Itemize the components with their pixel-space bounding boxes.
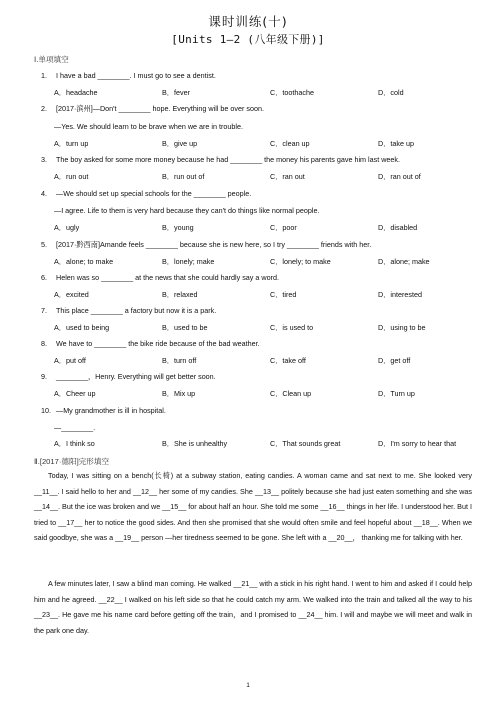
page-title: 课时训练(十) [208, 14, 288, 29]
option-d[interactable]: D．using to be [378, 323, 426, 332]
option-b[interactable]: B．Mix up [162, 389, 196, 398]
question-text: This place ________ a factory but now it is a park. [56, 306, 217, 315]
question-8 [41, 339, 260, 348]
option-c[interactable]: C．Clean up [270, 389, 312, 398]
option-a[interactable]: A．excited [54, 290, 89, 299]
option-c[interactable]: C．is used to [270, 323, 314, 332]
option-b[interactable]: B．turn off [162, 356, 197, 365]
question-7 [41, 306, 216, 315]
question-number: 3. [41, 155, 47, 164]
option-d[interactable]: D．ran out of [378, 172, 421, 181]
section2-heading: Ⅱ.[2017·德阳]完形填空 [34, 457, 110, 466]
cloze-paragraph-1-text: Today, I was sitting on a bench(长椅) at a subway station, eating candies. A woman came and sat next to me. She looked very __11__. I said hello to her and __12__ her some of my candies. She __13__ politely because she had just eaten something and she was __14__. But the ice was broken and we __15__ for about half an hour. She told me some __16__ things in her life. I understood her. But I tried to __17__ her to notice the good sides. And then she promised that she would often smile and feel hopeful about __18__. When we said goodbye, she was a __19__ person —her tiredness seemed to be gone. She left with a __20__， thanking me for talking with her. [34, 471, 472, 542]
option-a[interactable]: A．run out [54, 172, 89, 181]
option-b[interactable]: B．fever [162, 88, 190, 97]
option-d[interactable]: D．alone; make [378, 257, 430, 266]
question-number: 4. [41, 189, 47, 198]
question-3-options [54, 172, 474, 182]
option-c[interactable]: C．take off [270, 356, 306, 365]
option-c[interactable]: C．toothache [270, 88, 314, 97]
option-c[interactable]: C．ran out [270, 172, 305, 181]
question-4 [41, 189, 251, 198]
question-text: [2017·黔西南]Amande feels ________ because she is new here, so I try ________ friends with her. [56, 240, 372, 249]
option-a[interactable]: A．alone; to make [54, 257, 114, 266]
option-b[interactable]: B．give up [162, 139, 198, 148]
question-2 [41, 104, 264, 114]
option-d[interactable]: D．I'm sorry to hear that [378, 439, 457, 448]
question-number: 5. [41, 240, 47, 249]
question-9-options [54, 389, 474, 399]
question-6 [41, 273, 279, 282]
option-b[interactable]: B．lonely; make [162, 257, 215, 266]
option-b[interactable]: B．She is unhealthy [162, 439, 228, 448]
question-5-options [54, 257, 474, 267]
question-text: [2017·滨州]—Don't ________ hope. Everything will be over soon. [56, 104, 264, 113]
question-number: 7. [41, 306, 47, 315]
section1-heading: Ⅰ.单项填空 [34, 55, 69, 64]
question-number: 6. [41, 273, 47, 282]
option-a[interactable]: A．ugly [54, 223, 80, 232]
option-b[interactable]: B．young [162, 223, 194, 232]
question-text: ________，Henry. Everything will get better soon. [56, 372, 216, 381]
option-c[interactable]: C．poor [270, 223, 297, 232]
option-a[interactable]: A．put off [54, 356, 86, 365]
question-1 [41, 71, 216, 80]
option-a[interactable]: A．Cheer up [54, 389, 96, 398]
option-a[interactable]: A．I think so [54, 439, 95, 448]
question-5 [41, 240, 371, 250]
option-c[interactable]: C．tired [270, 290, 297, 299]
question-number: 9. [41, 372, 47, 381]
question-7-options [54, 323, 474, 333]
option-c[interactable]: C．That sounds great [270, 439, 341, 448]
question-6-options [54, 290, 474, 300]
option-d[interactable]: D．Turn up [378, 389, 415, 398]
option-a[interactable]: A．used to being [54, 323, 110, 332]
question-2-options [54, 139, 474, 149]
option-d[interactable]: D．get off [378, 356, 411, 365]
question-4-reply: —I agree. Life to them is very hard because they can't do things like normal people. [54, 206, 320, 215]
option-a[interactable]: A．turn up [54, 139, 89, 148]
question-number: 10. [41, 406, 51, 415]
option-b[interactable]: B．used to be [162, 323, 208, 332]
option-d[interactable]: D．disabled [378, 223, 418, 232]
question-10-reply: —________. [54, 423, 96, 432]
question-number: 8. [41, 339, 47, 348]
question-number: 2. [41, 104, 47, 113]
option-b[interactable]: B．run out of [162, 172, 205, 181]
question-text: I have a bad ________. I must go to see a dentist. [56, 71, 216, 80]
option-d[interactable]: D．cold [378, 88, 404, 97]
question-text: We have to ________ the bike ride because of the bad weather. [56, 339, 260, 348]
cloze-paragraph-2 [34, 576, 472, 638]
question-4-options [54, 223, 474, 233]
question-number: 1. [41, 71, 47, 80]
question-9 [41, 372, 216, 382]
page-number: 1 [246, 682, 250, 689]
option-c[interactable]: C．clean up [270, 139, 310, 148]
question-3 [41, 155, 400, 164]
question-10-options [54, 439, 474, 449]
cloze-paragraph-2-text: A few minutes later, I saw a blind man coming. He walked __21__ with a stick in his right hand. I went to him and asked if I could help him and he agreed. __22__ I walked on his left side so that he could catch my arm. We walked into the train and talked all the way to his __23__. He gave me his name card before getting off the train，and I promised to __24__ him. I will and maybe we will meet and walk in the park one day. [34, 579, 472, 635]
cloze-paragraph-1 [34, 468, 472, 546]
question-1-options [54, 88, 474, 98]
question-2-reply: —Yes. We should learn to be brave when we are in trouble. [54, 122, 243, 131]
page-subtitle: [Units 1—2 (八年级下册)] [171, 33, 325, 46]
option-d[interactable]: D．take up [378, 139, 414, 148]
question-text: —We should set up special schools for the ________ people. [56, 189, 252, 198]
option-c[interactable]: C．lonely; to make [270, 257, 331, 266]
question-text: The boy asked for some more money because he had ________ the money his parents gave him last week. [56, 155, 401, 164]
option-d[interactable]: D．interested [378, 290, 422, 299]
question-8-options [54, 356, 474, 366]
question-10 [41, 406, 166, 415]
option-b[interactable]: B．relaxed [162, 290, 198, 299]
option-a[interactable]: A．headache [54, 88, 98, 97]
question-text: Helen was so ________ at the news that she could hardly say a word. [56, 273, 279, 282]
question-text: —My grandmother is ill in hospital. [56, 406, 166, 415]
